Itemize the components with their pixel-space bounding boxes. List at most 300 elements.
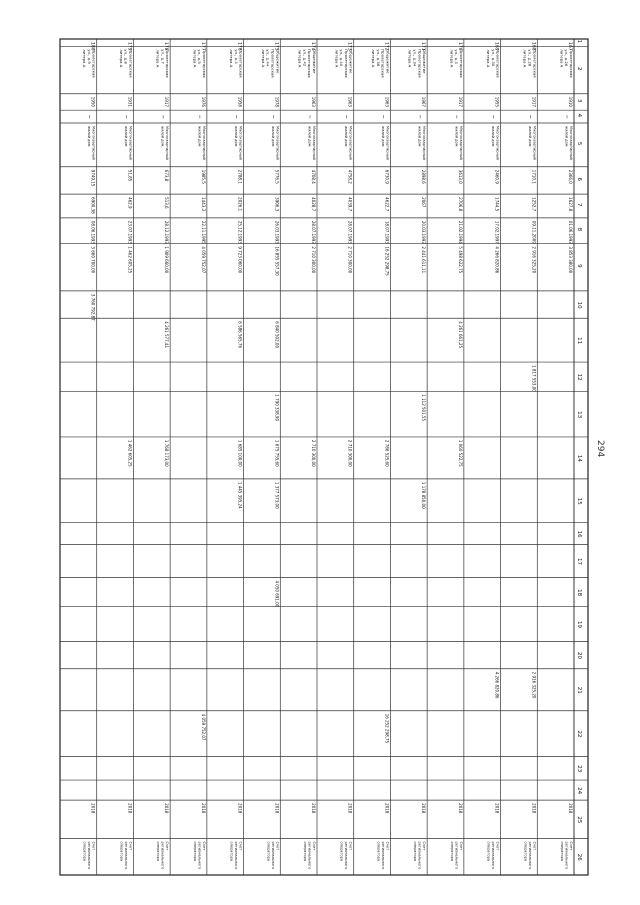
c15-cell: 1 377 573,00 xyxy=(274,481,280,509)
column-number: 6 xyxy=(576,177,582,181)
table-row xyxy=(449,42,464,869)
period-cell: 2018 xyxy=(568,803,573,814)
c14-cell: 1 685 100,00 xyxy=(237,439,243,467)
c11-cell: 6 840 502,00 xyxy=(274,321,280,348)
c22-cell: 4 059 752,07 xyxy=(200,713,206,741)
svg-text:Пролетарская: Пролетарская xyxy=(128,49,134,78)
svg-text:Пролетарская: Пролетарская xyxy=(569,49,574,78)
svg-text:Пролетарская: Пролетарская xyxy=(495,49,501,78)
svg-text:литера А: литера А xyxy=(260,49,266,68)
svg-text:Многоквартирный: Многоквартирный xyxy=(422,125,427,160)
table-row xyxy=(486,42,501,869)
page-number: 294 xyxy=(595,440,605,458)
c14-cell: 1 675 755,60 xyxy=(274,439,280,467)
no-cell: 167 xyxy=(567,42,572,51)
column-number: 13 xyxy=(576,411,582,419)
method-cell xyxy=(376,841,389,869)
table-row xyxy=(156,42,171,869)
column-number: 2 xyxy=(576,67,582,71)
cost-cell: 2 441 611,11 xyxy=(421,246,427,274)
no-cell: 178 xyxy=(163,42,169,51)
type-cell xyxy=(271,126,280,160)
period-cell: 2018 xyxy=(200,803,206,814)
column-number: 8 xyxy=(576,227,582,232)
svg-text:оператора: оператора xyxy=(192,841,197,861)
cost-cell: 2 710 300,00 xyxy=(347,246,353,274)
period-cell: 2018 xyxy=(384,803,390,814)
area-living-cell: 513,6 xyxy=(164,197,170,209)
svg-text:Счет: Счет xyxy=(165,841,170,851)
svg-text:ул., д.36: ул., д.36 xyxy=(375,49,381,67)
svg-text:ул., д.5: ул., д.5 xyxy=(197,49,203,64)
c21-cell: 2 916 325,20 xyxy=(531,671,537,699)
svg-text:ул., д.44: ул., д.44 xyxy=(265,49,271,67)
svg-text:литера А: литера А xyxy=(485,49,491,68)
svg-text:Многоквартирный: Многоквартирный xyxy=(275,125,280,160)
svg-text:оператора: оператора xyxy=(523,841,528,861)
year-cell: 1917 xyxy=(531,96,537,107)
svg-text:регионального: регионального xyxy=(197,841,202,870)
cost-cell: 9 723 060,00 xyxy=(237,246,243,274)
svg-text:Счет: Счет xyxy=(458,841,463,851)
svg-text:ул., д.34: ул., д.34 xyxy=(412,49,418,67)
c14-cell: 1 462 605,25 xyxy=(127,439,133,467)
cost-cell: 3 853 380,00 xyxy=(568,246,573,274)
address-cell xyxy=(229,49,244,77)
svg-text:Счет: Счет xyxy=(569,841,573,851)
svg-text:оператора: оператора xyxy=(156,841,161,861)
svg-text:Многоквартирный: Многоквартирный xyxy=(385,125,390,160)
area-total-cell: 2460,9 xyxy=(494,169,500,184)
svg-text:регионального: регионального xyxy=(123,841,128,870)
column-number: 15 xyxy=(576,497,582,505)
no-cell: 180 xyxy=(89,42,95,51)
date-cell: 20.03.1993 xyxy=(421,220,427,244)
svg-text:Счет: Счет xyxy=(201,841,206,851)
address-cell xyxy=(449,49,464,77)
column-number: 10 xyxy=(576,301,582,309)
area-living-cell: 3906,3 xyxy=(274,197,280,212)
area-total-cell: 1985,5 xyxy=(200,169,206,184)
svg-text:Пролетарская: Пролетарская xyxy=(238,49,244,78)
method-cell xyxy=(487,841,500,869)
column-number: 23 xyxy=(576,765,582,773)
svg-text:жилой дом: жилой дом xyxy=(564,125,569,147)
c12-cell: 1 817 553,00 xyxy=(531,365,537,392)
address-cell xyxy=(192,49,207,77)
cost-cell: 2 710 300,00 xyxy=(311,246,316,274)
method-cell xyxy=(83,841,96,869)
area-living-cell: 2067 xyxy=(421,197,427,208)
type-cell xyxy=(418,126,427,160)
method-cell xyxy=(230,841,243,869)
c13-cell: 1 112 501,55 xyxy=(421,394,427,422)
no-cell: 172 xyxy=(383,42,389,51)
column-number: 18 xyxy=(576,589,582,597)
type-cell xyxy=(234,126,243,160)
period-cell: 2018 xyxy=(311,803,316,814)
column-number: 21 xyxy=(576,686,582,694)
c18-cell: 4 050 691,00 xyxy=(274,580,280,608)
svg-text:Многоквартирный: Многоквартирный xyxy=(165,125,170,160)
no-cell: 171 xyxy=(420,42,426,51)
svg-text:литера А: литера А xyxy=(371,49,377,68)
no-cell: 179 xyxy=(126,42,132,51)
date-cell: 18.07.1993 xyxy=(384,220,390,244)
svg-text:оператора: оператора xyxy=(229,841,234,861)
svg-text:Пролетарская: Пролетарская xyxy=(165,49,171,78)
svg-text:жилой дом: жилой дом xyxy=(454,125,459,147)
c14-cell: 1 768 173,00 xyxy=(164,439,170,467)
svg-text:ул., д.7: ул., д.7 xyxy=(160,49,166,64)
address-cell xyxy=(486,49,501,77)
date-cell: 25.12.1993 xyxy=(237,220,243,244)
date-cell: 08.06.1993 xyxy=(90,220,96,244)
address-cell xyxy=(334,49,353,77)
type-cell xyxy=(454,126,463,160)
area-total-cell: 9749,15 xyxy=(90,169,96,187)
column-number: 5 xyxy=(576,141,582,146)
svg-text:Общежитие: Общежитие xyxy=(348,49,354,74)
svg-text:Пролетарская: Пролетарская xyxy=(270,49,276,78)
svg-text:оператора: оператора xyxy=(413,841,418,861)
c14-cell: 2 710 300,00 xyxy=(311,439,316,467)
column-number: 17 xyxy=(576,558,582,566)
column-number: 24 xyxy=(576,787,582,795)
area-total-cell: 4708,4 xyxy=(311,169,316,184)
address-cell xyxy=(119,49,134,77)
date-cell: 28.07.1993 xyxy=(347,220,353,244)
area-total-cell: 3613,0 xyxy=(457,169,463,184)
method-cell xyxy=(266,841,279,869)
area-total-cell: 1710,1 xyxy=(531,169,537,184)
year-cell: 1958 xyxy=(237,96,243,107)
cost-cell: 5 498 622,75 xyxy=(457,246,463,274)
table-border xyxy=(60,39,588,875)
svg-text:ул., д.4: ул., д.4 xyxy=(233,49,239,64)
svg-text:Счет: Счет xyxy=(495,841,500,851)
svg-text:оператора: оператора xyxy=(119,841,124,861)
address-cell xyxy=(261,49,280,77)
svg-text:жилой дом: жилой дом xyxy=(344,125,349,147)
address-cell xyxy=(156,49,171,77)
address-cell xyxy=(298,49,317,77)
table-row xyxy=(82,42,97,869)
no-cell: 175 xyxy=(273,42,279,51)
svg-text:Счет: Счет xyxy=(238,841,243,851)
svg-text:Многоквартирный: Многоквартирный xyxy=(569,125,573,160)
address-cell xyxy=(82,49,97,77)
svg-text:регионального: регионального xyxy=(454,841,459,870)
column-number: 3 xyxy=(576,98,582,103)
svg-text:жилой дом: жилой дом xyxy=(123,125,128,147)
table-row xyxy=(334,42,353,869)
area-living-cell: 462,9 xyxy=(127,197,133,209)
period-cell: 2018 xyxy=(347,803,353,814)
svg-text:оператора: оператора xyxy=(303,841,307,861)
svg-text:литера А: литера А xyxy=(559,49,565,68)
area-total-cell: 4758,2 xyxy=(347,169,353,184)
svg-text:Общежитие: Общежитие xyxy=(275,49,281,74)
no-cell: 169 xyxy=(493,42,499,51)
period-cell: 2018 xyxy=(164,803,170,814)
table-row xyxy=(261,42,280,869)
svg-text:регионального: регионального xyxy=(417,841,422,870)
svg-text:жилой дом: жилой дом xyxy=(307,125,312,147)
svg-text:оператора: оператора xyxy=(486,841,491,861)
no-cell: 173 xyxy=(346,42,352,51)
year-cell: 1955 xyxy=(494,96,500,107)
date-cell: 01.06.1993 xyxy=(568,220,573,244)
svg-text:оператора: оператора xyxy=(560,841,564,861)
svg-text:Многоквартирный: Многоквартирный xyxy=(238,125,243,160)
no-cell: 170 xyxy=(456,42,462,51)
svg-text:Счет: Счет xyxy=(532,841,537,851)
svg-text:оператора: оператора xyxy=(339,841,344,861)
svg-text:литера А: литера А xyxy=(334,49,340,68)
svg-text:регионального: регионального xyxy=(234,841,239,870)
svg-text:литера А: литера А xyxy=(407,49,413,68)
area-living-cell: 4622,7 xyxy=(384,197,390,212)
column-number: 12 xyxy=(576,373,582,381)
year-cell: 1963 xyxy=(311,96,316,107)
area-living-cell: 2026,1 xyxy=(237,197,243,212)
svg-text:ул., д.40: ул., д.40 xyxy=(339,49,345,67)
svg-text:Многоквартирный: Многоквартирный xyxy=(348,125,353,160)
c14-cell: 2 786 525,60 xyxy=(384,439,390,467)
no-cell: 174 xyxy=(310,42,315,51)
method-cell xyxy=(450,841,463,869)
svg-text:Многоквартирный: Многоквартирный xyxy=(91,125,96,160)
svg-text:регионального: регионального xyxy=(491,841,496,870)
area-total-cell: 2898,6 xyxy=(421,169,427,184)
method-cell xyxy=(303,841,316,869)
svg-text:литера А: литера А xyxy=(82,49,88,68)
date-cell: 17.02.1997 xyxy=(494,220,500,244)
table-row xyxy=(298,42,317,869)
no-cell: 177 xyxy=(199,42,205,51)
year-cell: 1967 xyxy=(421,96,427,107)
svg-text:литера А: литера А xyxy=(449,49,455,68)
c13-cell: 1 790 338,90 xyxy=(274,394,280,422)
cost-cell: 16 252 298,75 xyxy=(384,246,390,276)
year-cell: 1917 xyxy=(457,96,463,107)
column-number: 25 xyxy=(576,816,582,824)
c11-cell: 6 586 565,76 xyxy=(237,321,243,348)
year-cell: 1950 xyxy=(90,96,96,107)
area-living-cell: 4039,7 xyxy=(347,197,353,212)
year-cell: 1931 xyxy=(127,96,133,107)
svg-text:ул., д.8: ул., д.8 xyxy=(123,49,129,64)
method-cell xyxy=(413,841,426,869)
svg-text:ул., д.28: ул., д.28 xyxy=(527,49,533,67)
type-cell xyxy=(197,126,206,160)
area-total-cell: 6730,9 xyxy=(384,169,390,184)
svg-text:жилой дом: жилой дом xyxy=(380,125,385,147)
period-cell: 2018 xyxy=(127,803,133,814)
type-cell xyxy=(344,126,353,160)
column-number: 7 xyxy=(576,203,582,207)
svg-text:Пролетарская: Пролетарская xyxy=(458,49,464,78)
svg-text:ул., д.26: ул., д.26 xyxy=(564,49,570,67)
c14-cell: 2 710 300,00 xyxy=(347,439,353,467)
svg-text:жилой дом: жилой дом xyxy=(417,125,422,147)
svg-text:литера А: литера А xyxy=(118,49,124,68)
svg-text:Пролетарская: Пролетарская xyxy=(417,49,423,78)
period-cell: 2018 xyxy=(274,803,280,814)
column-number: 4 xyxy=(576,113,582,118)
c11-cell: 4 261 577,41 xyxy=(164,321,170,348)
year-cell: 1963 xyxy=(347,96,353,107)
c11-cell: 4 261 661,25 xyxy=(457,321,463,348)
column-number: 11 xyxy=(576,337,582,345)
svg-text:Пролетарская: Пролетарская xyxy=(532,49,538,78)
period-cell: 2018 xyxy=(494,803,500,814)
type-cell xyxy=(87,126,96,160)
date-cell: 28.12.1993 xyxy=(164,220,170,244)
cost-cell: 16 855 557,30 xyxy=(274,246,280,276)
cost-cell: 4 266 820,86 xyxy=(494,246,500,274)
date-cell: 23.07.1993 xyxy=(127,220,133,244)
svg-text:ул., д.30: ул., д.30 xyxy=(490,49,496,67)
svg-text:оператора: оператора xyxy=(376,841,381,861)
date-cell: 26.03.1993 xyxy=(274,220,280,244)
method-cell xyxy=(340,841,353,869)
svg-text:Многоквартирный: Многоквартирный xyxy=(128,125,133,160)
method-cell xyxy=(560,841,573,869)
svg-text:Многоквартирный: Многоквартирный xyxy=(201,125,206,160)
method-cell xyxy=(119,841,132,869)
address-cell xyxy=(523,49,538,77)
svg-text:Счет: Счет xyxy=(422,841,427,851)
address-cell xyxy=(408,49,427,77)
table-row xyxy=(408,42,427,869)
svg-text:регионального: регионального xyxy=(564,841,569,870)
year-cell: 1910 xyxy=(568,96,573,107)
svg-text:Многоквартирный: Многоквартирный xyxy=(458,125,463,160)
type-cell xyxy=(528,126,537,160)
cost-cell: 2 916 325,20 xyxy=(531,246,537,274)
svg-text:регионального: регионального xyxy=(344,841,349,870)
svg-text:жилой дом: жилой дом xyxy=(234,125,239,147)
svg-text:литера А: литера А xyxy=(228,49,234,68)
table-row xyxy=(119,42,134,869)
c15-cell: 1 178 850,00 xyxy=(421,481,427,509)
c10-cell: 3 760 792,87 xyxy=(90,293,96,321)
svg-text:регионального: регионального xyxy=(160,841,165,870)
svg-text:Пролетарская: Пролетарская xyxy=(201,49,207,78)
cost-cell: 1 462 605,25 xyxy=(127,246,133,274)
area-total-cell: 2788,1 xyxy=(237,169,243,184)
method-cell xyxy=(523,841,536,869)
area-living-cell: 1627,8 xyxy=(568,197,573,212)
column-number: 19 xyxy=(576,621,582,629)
svg-text:регионального: регионального xyxy=(527,841,532,870)
svg-text:жилой дом: жилой дом xyxy=(197,125,202,147)
svg-text:Общежитие: Общежитие xyxy=(312,49,317,74)
year-cell: 1976 xyxy=(200,96,206,107)
no-cell: 168 xyxy=(530,42,536,51)
svg-text:Счет: Счет xyxy=(385,841,390,851)
area-total-cell: 5776,5 xyxy=(274,169,280,184)
type-cell xyxy=(565,126,574,160)
c14-cell: 1 060 522,75 xyxy=(457,439,463,467)
type-cell xyxy=(124,126,133,160)
housing-repair-table-rotated xyxy=(59,38,589,880)
column-number: 20 xyxy=(576,652,582,660)
year-cell: 1963 xyxy=(384,96,390,107)
svg-text:Счет: Счет xyxy=(128,841,133,851)
date-cell: 21.02.1994 xyxy=(457,220,463,244)
cost-cell: 3 660 700,00 xyxy=(90,246,96,274)
area-living-cell: 2706,8 xyxy=(457,197,463,212)
svg-text:регионального: регионального xyxy=(270,841,275,870)
c15-cell: 1 445 395,24 xyxy=(237,481,243,509)
svg-text:Общежитие: Общежитие xyxy=(422,49,428,74)
type-cell xyxy=(308,126,317,160)
svg-text:Общежитие: Общежитие xyxy=(385,49,391,74)
column-number: 1 xyxy=(576,39,582,44)
svg-text:Пролетарская: Пролетарская xyxy=(307,49,313,78)
svg-text:ул., д.3: ул., д.3 xyxy=(454,49,460,64)
area-living-cell: 1252,7 xyxy=(531,197,537,212)
type-cell xyxy=(491,126,500,160)
table-row xyxy=(523,42,538,869)
area-total-cell: 51,85 xyxy=(127,169,133,182)
svg-text:Счет: Счет xyxy=(348,841,353,851)
svg-text:Многоквартирный: Многоквартирный xyxy=(495,125,500,160)
svg-text:литера А: литера А xyxy=(297,49,303,68)
period-cell: 2018 xyxy=(457,803,463,814)
table-row xyxy=(371,42,390,869)
method-cell xyxy=(156,841,169,869)
type-cell xyxy=(161,126,170,160)
method-cell xyxy=(193,841,206,869)
svg-text:Многоквартирный: Многоквартирный xyxy=(532,125,537,160)
cost-cell: 1 909 660,00 xyxy=(164,246,170,274)
c22-cell: 16 252 298,75 xyxy=(384,713,390,743)
c21-cell: 4 266 820,86 xyxy=(494,671,500,699)
svg-text:Пролетарская: Пролетарская xyxy=(91,49,97,78)
column-number: 9 xyxy=(576,264,582,268)
svg-text:жилой дом: жилой дом xyxy=(87,125,92,147)
svg-text:регионального: регионального xyxy=(87,841,92,870)
svg-text:жилой дом: жилой дом xyxy=(527,125,532,147)
date-cell: 22.11.1995 xyxy=(200,220,206,244)
svg-text:регионального: регионального xyxy=(307,841,312,870)
year-cell: 1978 xyxy=(274,96,280,107)
svg-text:литера А: литера А xyxy=(155,49,161,68)
period-cell: 2018 xyxy=(90,803,96,814)
table-row xyxy=(559,42,574,869)
svg-text:Счет: Счет xyxy=(91,841,96,851)
svg-text:Многоквартирный: Многоквартирный xyxy=(312,125,316,160)
svg-text:Пролетарская: Пролетарская xyxy=(380,49,386,78)
svg-text:литера А: литера А xyxy=(192,49,198,68)
year-cell: 1917 xyxy=(164,96,170,107)
area-living-cell: 1744,5 xyxy=(494,197,500,212)
svg-text:Счет: Счет xyxy=(275,841,280,851)
svg-text:жилой дом: жилой дом xyxy=(491,125,496,147)
svg-text:жилой дом: жилой дом xyxy=(270,125,275,147)
table-row xyxy=(229,42,244,869)
svg-text:жилой дом: жилой дом xyxy=(160,125,165,147)
svg-text:ул., д.9: ул., д.9 xyxy=(86,49,92,64)
date-cell: 28.07.1993 xyxy=(311,220,316,244)
svg-text:оператора: оператора xyxy=(266,841,271,861)
area-total-cell: 673,8 xyxy=(164,169,170,182)
period-cell: 2018 xyxy=(531,803,537,814)
